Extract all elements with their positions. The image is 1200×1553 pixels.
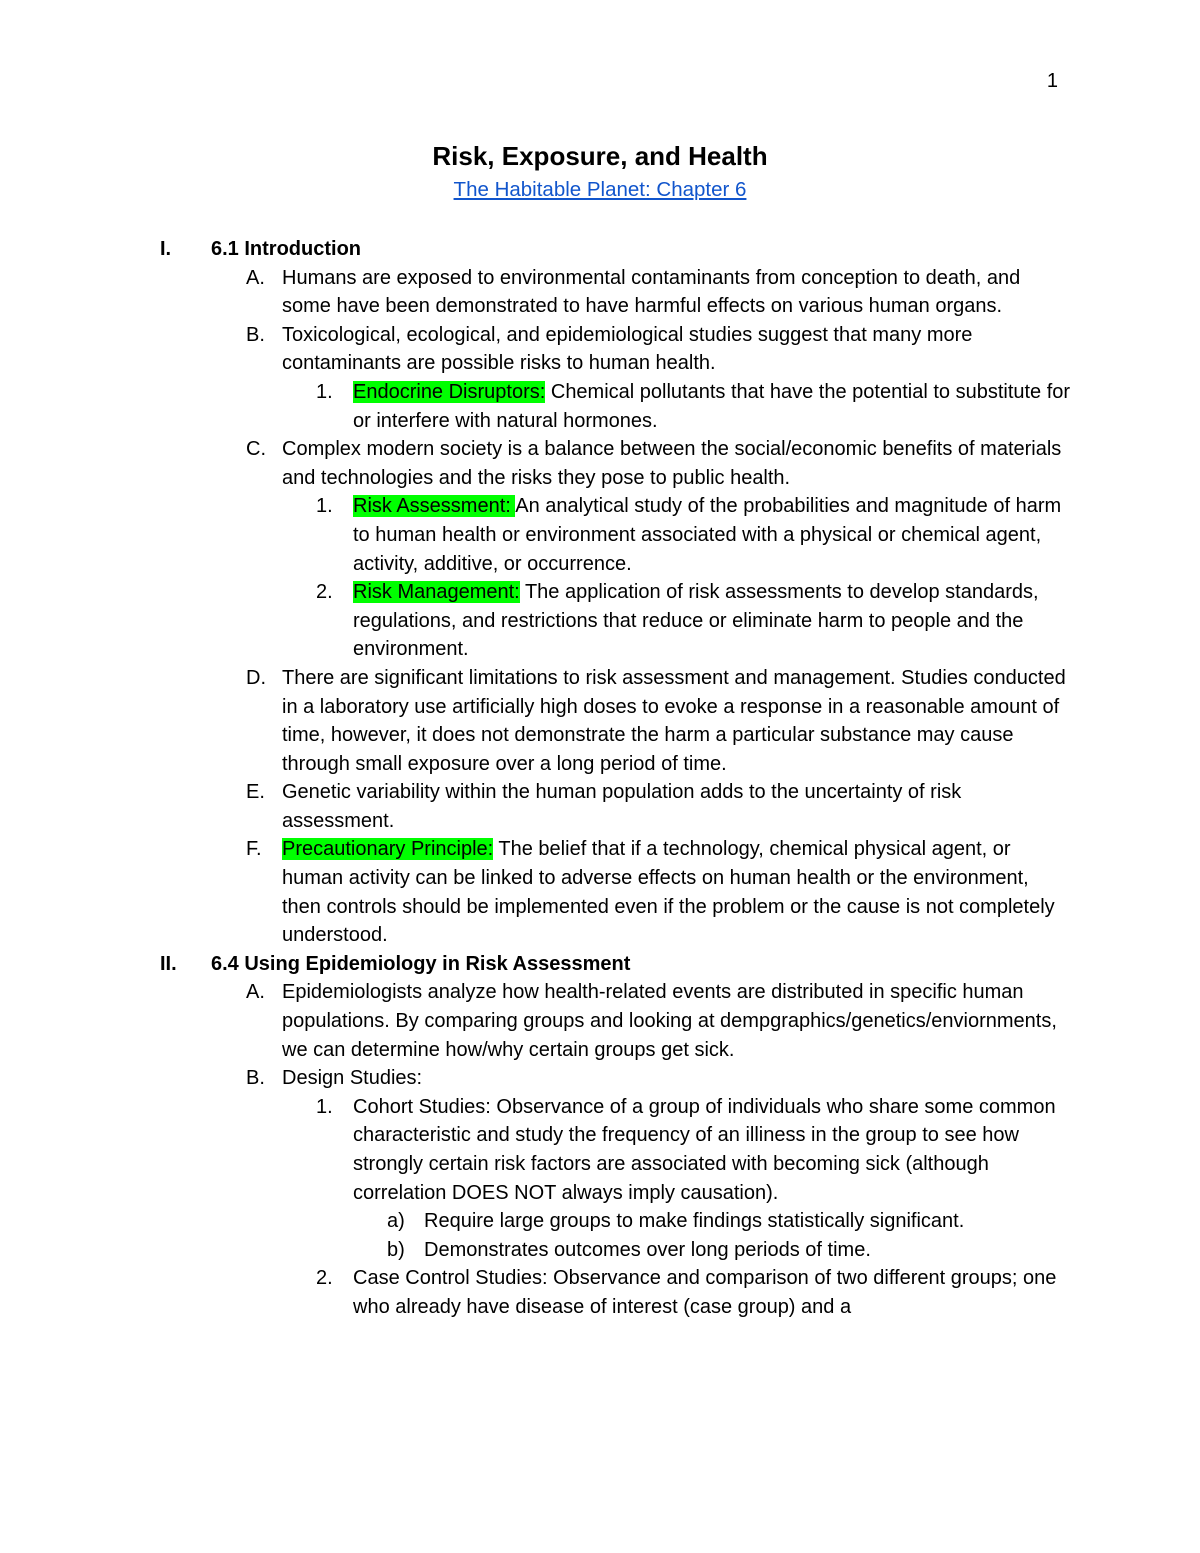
list-item <box>0 435 1072 492</box>
list-item <box>0 1236 1072 1265</box>
definition-text: The belief that if a technology, chemical physical agent, or human activity can be linked to adverse effects on human health or the environment, then controls should be implemented even if the problem or the cause is not completely understood. <box>282 838 1055 947</box>
section-title: 6.1 Introduction <box>211 238 361 260</box>
list-item-text: Complex modern society is a balance between the social/economic benefits of materials and technologies and the risks they pose to public health. <box>282 438 1062 489</box>
section-marker: II. <box>160 952 177 975</box>
list-marker: C. <box>246 438 266 461</box>
list-item-text: Cohort Studies: Observance of a group of individuals who share some common characteristic and study the frequency of an illiness in the group to see how strongly certain risk factors are associated with becoming sick (although correlation DOES NOT always imply causation). <box>353 1095 1056 1204</box>
list-marker: E. <box>246 781 265 804</box>
list-item <box>0 664 1072 778</box>
list-marker: B. <box>246 1067 265 1090</box>
list-item <box>0 378 1071 435</box>
list-marker: 1. <box>316 495 333 518</box>
list-item-text: Epidemiologists analyze how health-related events are distributed in specific human populations. By comparing groups and looking at dempgraphics/genetics/enviornments, we can determine how/why certain groups get sick. <box>282 981 1057 1061</box>
list-item-text: Require large groups to make findings statistically significant. <box>424 1210 965 1233</box>
page-number: 1 <box>1046 70 1058 92</box>
list-item <box>0 1264 1071 1321</box>
definition-text: Chemical pollutants that have the potential to substitute for or interfere with natural hormones. <box>353 380 1071 432</box>
list-item <box>0 492 1071 578</box>
list-marker: 2. <box>316 1267 333 1290</box>
list-marker: A. <box>246 266 265 289</box>
list-item <box>0 778 1072 835</box>
list-marker: 1. <box>316 1095 333 1118</box>
list-marker: F. <box>246 838 262 861</box>
list-marker: a) <box>387 1210 405 1233</box>
list-item <box>0 578 1071 664</box>
list-item-text: Design Studies: <box>282 1067 423 1090</box>
section-heading <box>0 950 1071 979</box>
list-item <box>0 264 1072 321</box>
list-item <box>0 978 1072 1064</box>
list-marker: b) <box>387 1238 405 1261</box>
section-marker: I. <box>160 238 172 260</box>
document-title: Risk, Exposure, and Health <box>432 141 768 171</box>
list-marker: B. <box>246 323 265 346</box>
list-item <box>0 1207 1072 1236</box>
highlighted-term: Risk Assessment: <box>353 495 516 518</box>
list-marker: 1. <box>316 380 333 403</box>
section-title: 6.4 Using Epidemiology in Risk Assessment <box>211 952 631 975</box>
list-marker: D. <box>246 666 266 689</box>
list-item-text: Humans are exposed to environmental contaminants from conception to death, and some have been demonstrated to have harmful effects on various human organs. <box>282 266 1021 318</box>
highlighted-term: Precautionary Principle: <box>282 838 494 861</box>
list-item-text: Case Control Studies: Observance and comparison of two different groups; one who already have disease of interest (case group) and a <box>353 1267 1057 1318</box>
list-marker: A. <box>246 981 265 1004</box>
chapter-link[interactable]: The Habitable Planet: Chapter 6 <box>453 178 747 201</box>
outline <box>0 235 1200 1322</box>
list-item <box>0 1093 1071 1207</box>
list-item-text: Demonstrates outcomes over long periods of time. <box>424 1238 871 1261</box>
list-item-text: Toxicological, ecological, and epidemiological studies suggest that many more contaminants are possible risks to human health. <box>282 323 973 375</box>
highlighted-term: Risk Management: <box>353 581 520 604</box>
definition-text: An analytical study of the probabilities and magnitude of harm to human health or environment associated with a physical or chemical agent, activity, additive, or occurrence. <box>353 495 1062 575</box>
list-marker: 2. <box>316 581 333 604</box>
list-item <box>0 835 1072 949</box>
list-item-text: There are significant limitations to risk assessment and management. Studies conducted in a laboratory use artificially high doses to evoke a response in a reasonable amount of time, however, it does not demonstrate the harm a particular substance may cause through small exposure over a long period of time. <box>282 666 1066 775</box>
list-item-text: Genetic variability within the human population adds to the uncertainty of risk assessment. <box>282 781 962 832</box>
document-subtitle <box>0 178 1200 202</box>
list-item <box>0 321 1072 378</box>
definition-text: The application of risk assessments to develop standards, regulations, and restrictions that reduce or eliminate harm to people and the environment. <box>353 581 1039 661</box>
list-item <box>0 1064 1072 1093</box>
highlighted-term: Endocrine Disruptors: <box>353 380 546 403</box>
section-heading <box>0 235 1071 264</box>
